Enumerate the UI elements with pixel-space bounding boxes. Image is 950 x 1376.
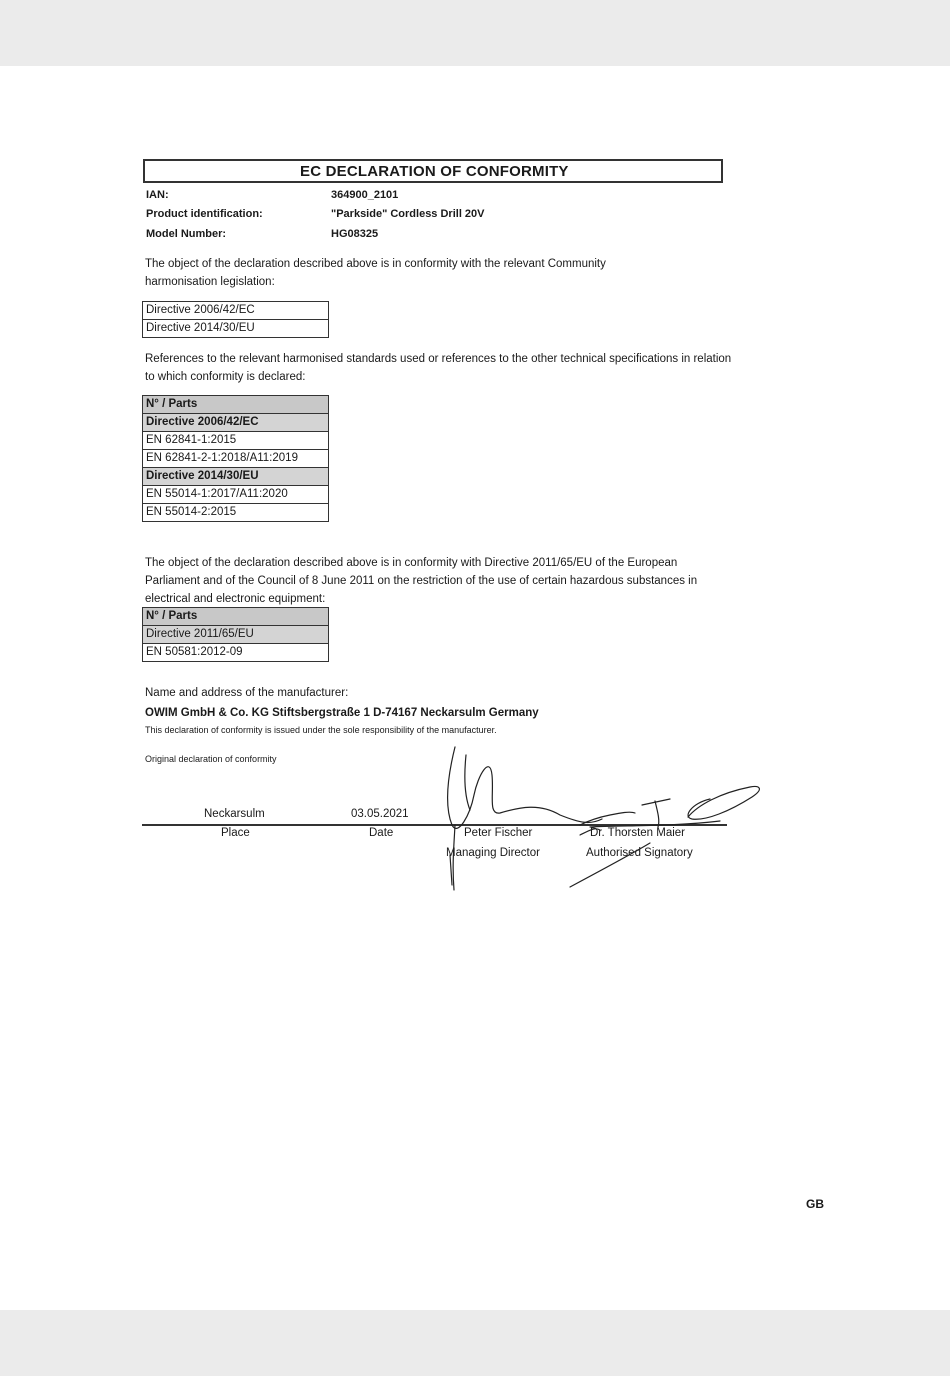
place-label: Place [221, 827, 250, 839]
table-row: EN 55014-2:2015 [143, 504, 329, 522]
manufacturer-label: Name and address of the manufacturer: [145, 687, 349, 699]
table-row: Directive 2006/42/EC [143, 414, 329, 432]
table-row: Directive 2014/30/EU [143, 468, 329, 486]
date-label: Date [369, 827, 394, 839]
signatory-name: Dr. Thorsten Maier [590, 827, 686, 839]
signatory-role: Managing Director [446, 847, 540, 859]
standards-statement: References to the relevant harmonised standards used or references to the other technical specifications in relation to which conformity is declared: [145, 353, 732, 383]
table-row: EN 62841-2-1:2018/A11:2019 [143, 450, 329, 468]
declaration-title-box [143, 159, 723, 183]
date-value: 03.05.2021 [351, 808, 409, 820]
table-row: EN 50581:2012-09 [143, 644, 329, 662]
directive-cell: Directive 2014/30/EU [143, 320, 329, 338]
place-value: Neckarsulm [204, 808, 265, 820]
model-value: HG08325 [331, 228, 379, 240]
handwritten-signatures [430, 735, 770, 900]
responsibility-note: This declaration of conformity is issued under the sole responsibility of the manufacturer. [145, 725, 497, 735]
rohs-statement: The object of the declaration described above is in conformity with Directive 2011/65/EU of the European Parliament and of the Council of 8 June 2011 on the restriction of the use of certain hazardous substances in electrical and electronic equipment: [145, 557, 698, 605]
page [0, 66, 950, 1310]
table-header: N° / Parts [143, 396, 329, 414]
language-code: GB [806, 1197, 824, 1211]
table-row: EN 55014-1:2017/A11:2020 [143, 486, 329, 504]
standards-table [142, 395, 329, 522]
table-row: EN 62841-1:2015 [143, 432, 329, 450]
ian-label: IAN: [146, 189, 169, 201]
product-label: Product identification: [146, 208, 263, 220]
product-value: "Parkside" Cordless Drill 20V [331, 208, 485, 220]
manufacturer-address: OWIM GmbH & Co. KG Stiftsbergstraße 1 D-74167 Neckarsulm Germany [145, 707, 539, 719]
directive-cell: Directive 2006/42/EC [143, 302, 329, 320]
ian-value: 364900_2101 [331, 189, 399, 201]
model-label: Model Number: [146, 228, 227, 240]
conformity-statement: The object of the declaration described above is in conformity with the relevant Community harmonisation legislation: [145, 258, 606, 288]
table-row: Directive 2011/65/EU [143, 626, 329, 644]
signatory-name: Peter Fischer [464, 827, 533, 839]
rohs-table [142, 607, 329, 662]
table-header: N° / Parts [143, 608, 329, 626]
original-declaration: Original declaration of conformity [145, 754, 277, 764]
declaration-title: EC DECLARATION OF CONFORMITY [300, 163, 569, 180]
signatory-role: Authorised Signatory [586, 847, 693, 859]
directives-table [142, 301, 329, 338]
